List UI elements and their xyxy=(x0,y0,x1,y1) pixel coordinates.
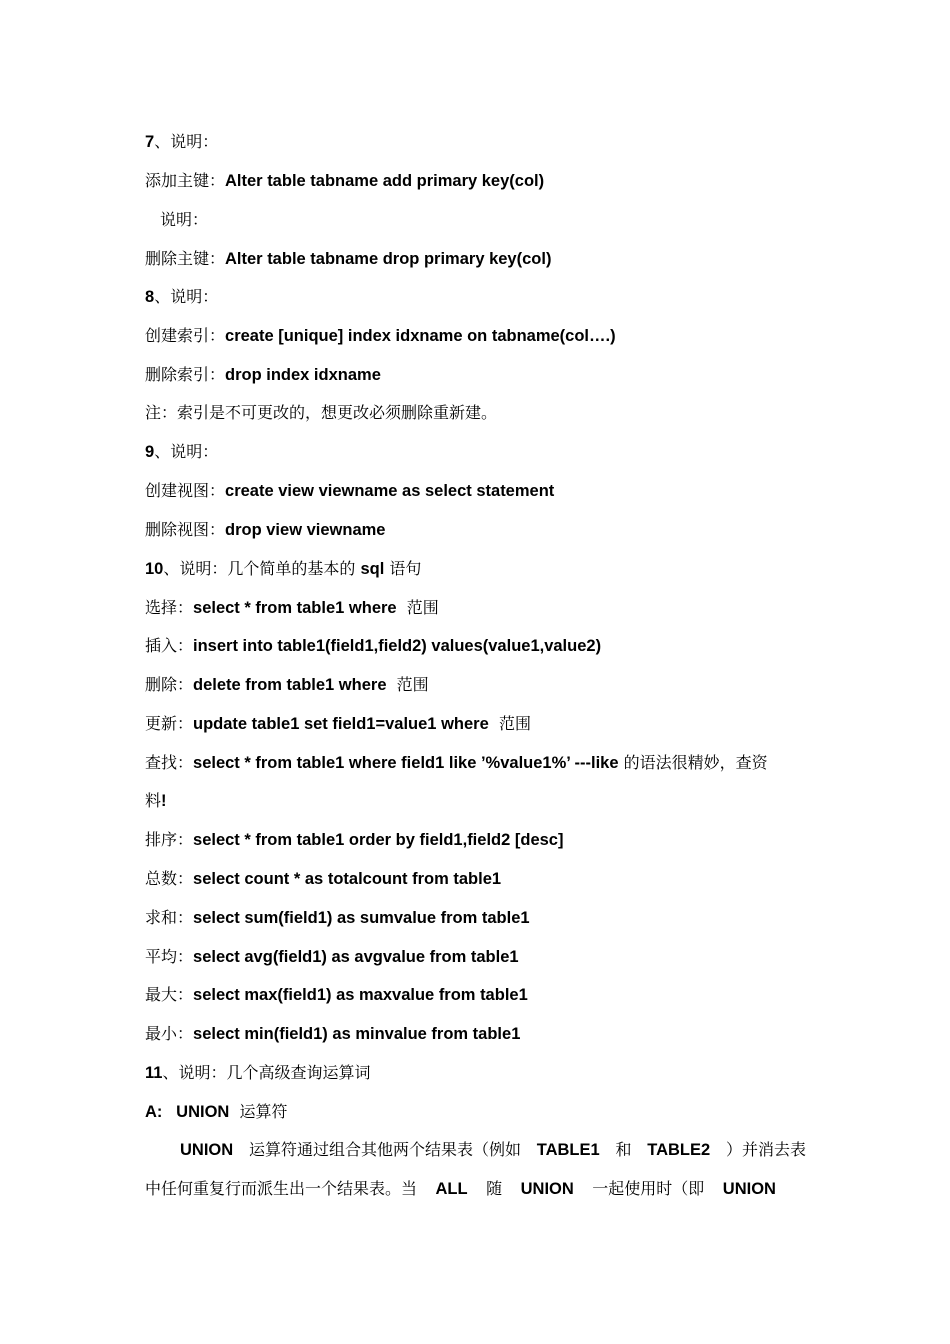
drop-index-line xyxy=(145,363,815,387)
sql-code: drop index idxname xyxy=(225,366,381,384)
sql-code: create [unique] index idxname on tabname(col….) xyxy=(225,327,616,345)
section-number: 7 xyxy=(145,133,155,151)
section-8-heading xyxy=(145,285,815,309)
section-number: 8 xyxy=(145,288,155,306)
section-9-heading xyxy=(145,440,815,464)
section-number: 11 xyxy=(145,1064,163,1082)
section-tail: 语句 xyxy=(384,559,422,578)
sql-code: Alter table tabname drop primary key(col) xyxy=(225,250,552,268)
sql-code: update table1 set field1=value1 where xyxy=(193,715,489,733)
text-run: ALL xyxy=(435,1180,468,1198)
text-run: TABLE1 xyxy=(536,1141,600,1159)
avg-line xyxy=(145,945,815,969)
line-label: 选择： xyxy=(145,598,194,617)
sql-code: Alter table tabname add primary key(col) xyxy=(225,172,545,190)
section-label: 、说明：几个高级查询运算词 xyxy=(162,1063,371,1082)
sql-code: drop view viewname xyxy=(225,521,386,539)
find-line-continued xyxy=(145,789,815,813)
line-text: 料 xyxy=(145,791,162,810)
section-number: 10 xyxy=(145,560,164,578)
sql-code: select min(field1) as minvalue from table1 xyxy=(193,1025,521,1043)
line-tail: 范围 xyxy=(488,714,531,733)
order-line xyxy=(145,828,815,852)
find-line xyxy=(145,751,815,775)
line-label: 排序： xyxy=(145,830,194,849)
drop-primary-key-line xyxy=(145,247,815,271)
sql-code: select max(field1) as maxvalue from table1 xyxy=(193,986,528,1004)
sql-code: delete from table1 where xyxy=(193,676,387,694)
line-label: 添加主键： xyxy=(145,171,226,190)
sql-code: select count * as totalcount from table1 xyxy=(193,870,502,888)
section-11-heading xyxy=(145,1061,815,1085)
sql-code: create view viewname as select statement xyxy=(225,482,555,500)
line-tail: 运算符 xyxy=(229,1102,288,1121)
section-label: 、说明：几个简单的基本的 xyxy=(163,559,361,578)
section-10-heading xyxy=(145,557,815,581)
exclamation: ! xyxy=(161,792,167,810)
line-label: 删除主键： xyxy=(145,249,226,268)
line-label: 删除索引： xyxy=(145,365,226,384)
sql-code: select sum(field1) as sumvalue from table1 xyxy=(193,909,530,927)
sql-code: select * from table1 order by field1,field2 [desc] xyxy=(193,831,564,849)
line-tail: 范围 xyxy=(386,675,429,694)
note-text: 说明： xyxy=(160,210,209,229)
union-paragraph-line-2 xyxy=(145,1177,776,1201)
text-run: TABLE2 xyxy=(647,1141,711,1159)
line-label: 插入： xyxy=(145,636,194,655)
line-label: 平均： xyxy=(145,947,194,966)
line-label: 总数： xyxy=(145,869,194,888)
max-line xyxy=(145,983,815,1007)
delete-line xyxy=(145,673,815,697)
text-run: 中任何重复行而派生出一个结果表。当 xyxy=(145,1179,418,1198)
sum-line xyxy=(145,906,815,930)
line-label: 更新： xyxy=(145,714,194,733)
section-7-heading xyxy=(145,130,815,154)
text-run: UNION xyxy=(520,1180,574,1198)
note-label xyxy=(160,208,830,232)
sql-code: A: UNION xyxy=(145,1103,230,1121)
drop-view-line xyxy=(145,518,815,542)
line-label: 删除视图： xyxy=(145,520,226,539)
count-line xyxy=(145,867,815,891)
sql-code: select * from table1 where xyxy=(193,599,397,617)
add-primary-key-line xyxy=(145,169,815,193)
index-note xyxy=(145,401,815,425)
line-label: 查找： xyxy=(145,753,194,772)
section-label: 、说明： xyxy=(154,132,219,151)
min-line xyxy=(145,1022,815,1046)
sql-code: select * from table1 where field1 like ’%value1%’ ---like xyxy=(193,754,619,772)
sql-keyword: sql xyxy=(360,560,385,578)
text-run: 运算符通过组合其他两个结果表（例如 xyxy=(248,1140,521,1159)
text-run: UNION xyxy=(180,1141,234,1159)
create-view-line xyxy=(145,479,815,503)
section-label: 、说明： xyxy=(154,287,219,306)
line-tail: 范围 xyxy=(396,598,439,617)
line-label: 创建视图： xyxy=(145,481,226,500)
line-label: 求和： xyxy=(145,908,194,927)
sql-code: insert into table1(field1,field2) values(value1,value2) xyxy=(193,637,602,655)
line-tail: 的语法很精妙，查资 xyxy=(618,753,768,772)
section-label: 、说明： xyxy=(154,442,219,461)
insert-line xyxy=(145,634,815,658)
note-text: 注：索引是不可更改的，想更改必须删除重新建。 xyxy=(145,403,498,422)
update-line xyxy=(145,712,815,736)
union-heading xyxy=(145,1100,815,1124)
section-number: 9 xyxy=(145,443,155,461)
select-line xyxy=(145,596,815,620)
text-run: ）并消去表 xyxy=(725,1140,806,1159)
text-run: UNION xyxy=(722,1180,776,1198)
text-run: 一起使用时（即 xyxy=(592,1179,705,1198)
sql-code: select avg(field1) as avgvalue from table1 xyxy=(193,948,519,966)
line-label: 删除： xyxy=(145,675,194,694)
line-label: 创建索引： xyxy=(145,326,226,345)
line-label: 最小： xyxy=(145,1024,194,1043)
line-label: 最大： xyxy=(145,985,194,1004)
text-run: 和 xyxy=(615,1140,632,1159)
create-index-line xyxy=(145,324,815,348)
text-run: 随 xyxy=(486,1179,503,1198)
union-paragraph-line-1 xyxy=(180,1138,806,1162)
